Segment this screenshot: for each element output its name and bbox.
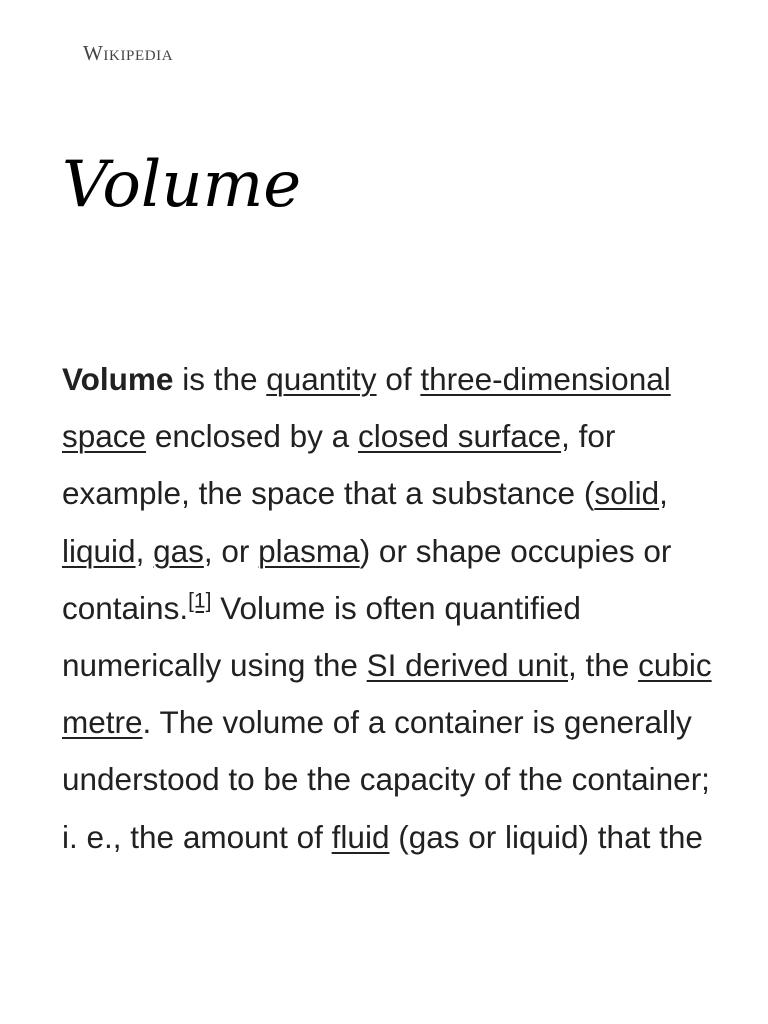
- link-cubic-metre[interactable]: cubic metre: [62, 647, 712, 741]
- text-segment: ,: [659, 475, 668, 512]
- text-segment: , the: [568, 647, 639, 684]
- text-segment: of: [376, 361, 421, 397]
- text-segment: , or: [203, 532, 259, 569]
- link-si-derived-unit[interactable]: SI derived unit: [366, 647, 569, 684]
- link-plasma[interactable]: plasma: [258, 532, 360, 569]
- page-title: Volume: [62, 148, 302, 222]
- link-gas[interactable]: gas: [153, 532, 204, 569]
- link-three-dimensional-space[interactable]: three-dimensional space: [62, 361, 671, 455]
- link-solid[interactable]: solid: [594, 475, 660, 512]
- text-segment: Volume is often quantified numerically using the: [62, 589, 581, 684]
- text-segment: . The volume of a container is generally understood to be the capacity of the container; i. e., the amount of: [62, 704, 710, 855]
- intro-paragraph: [62, 351, 712, 866]
- wikipedia-wordmark[interactable]: Wikipedia: [83, 41, 174, 65]
- bold-term: Volume: [62, 361, 174, 397]
- text-segment: , for example, the space that a substance (: [62, 418, 616, 512]
- text-segment: is the: [173, 361, 267, 397]
- text-segment: (gas or liquid) that the: [389, 818, 703, 855]
- link-quantity[interactable]: quantity: [266, 361, 377, 397]
- text-segment: enclosed by a: [146, 418, 358, 455]
- text-segment: ,: [135, 532, 154, 569]
- article-content: [62, 351, 712, 866]
- reference-superscript: [188, 589, 211, 612]
- link-liquid[interactable]: liquid: [62, 532, 136, 569]
- link-closed-surface[interactable]: closed surface: [357, 418, 562, 455]
- link-fluid[interactable]: fluid: [331, 818, 390, 855]
- reference-link-1[interactable]: [1]: [188, 589, 212, 613]
- text-segment: ) or shape occupies or contains.: [62, 532, 672, 626]
